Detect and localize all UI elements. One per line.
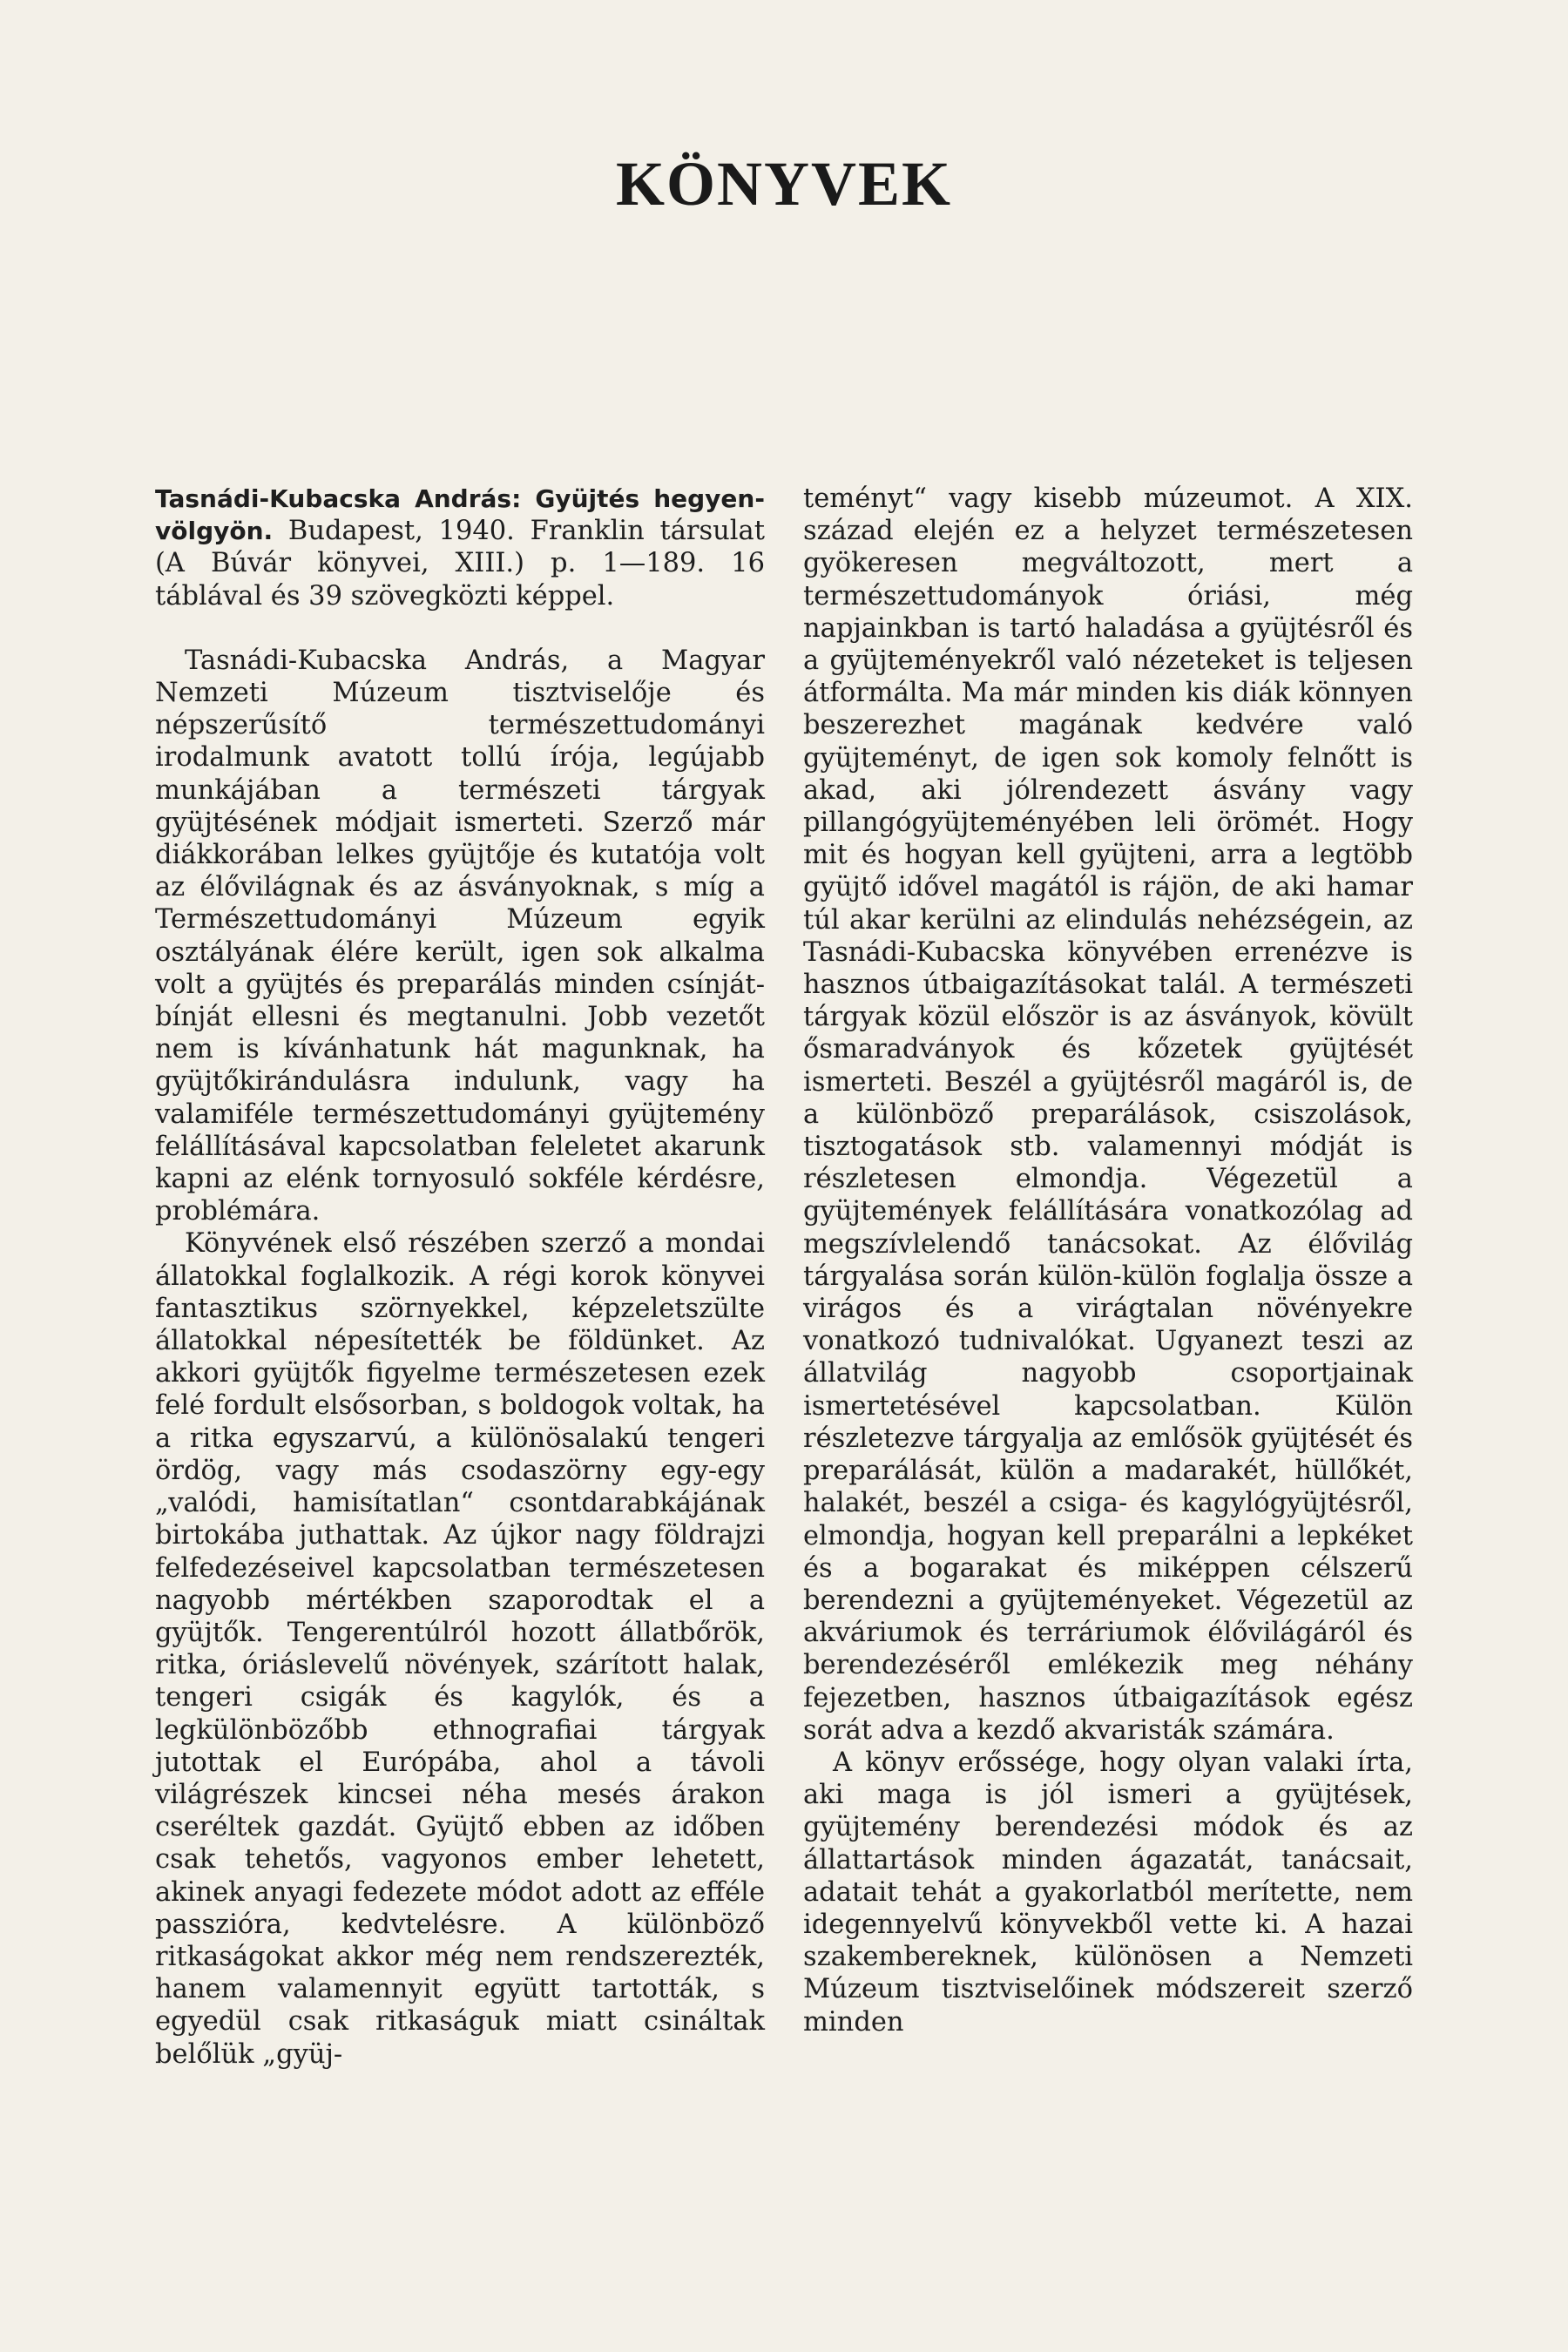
left-paragraph-1: Tasnádi-Kubacska András, a Magyar Nemzeti Múzeum tisztviselője és népszerűsítő természettudományi irodalmunk avatott tollú írója, legújabb munkájában a természeti tárgyak gyüjtésének módjait ismerteti. Szerző már diákkorában lelkes gyüjtője és kutatója volt az élővilágnak és az ásványoknak, s míg a Természettudományi Múzeum egyik osztályának élére került, igen sok alkalma volt a gyüjtés és preparálás minden csínját-bínját ellesni és megtanulni. Jobb vezetőt nem is kívánhatunk hát magunknak, ha gyüjtőkirándulásra indulunk, vagy ha valamiféle természettudományi gyüjtemény felállításával kapcsolatban feleletet akarunk kapni az elénk tornyosuló sokféle kérdésre, problémára. [155, 645, 765, 1227]
right-paragraph-2: A könyv erőssége, hogy olyan valaki írta, aki maga is jól ismeri a gyüjtések, gyüjtemény berendezési módok és az állattartások minden ágazatát, tanácsait, adatait tehát a gyakorlatból merítette, nem idegennyelvű könyvekből vette ki. A hazai szakembereknek, különösen a Nemzeti Múzeum tisztviselőinek módszereit szerző minden [803, 1747, 1413, 2038]
book-citation [155, 483, 765, 612]
review-book-title: Gyüjtés hegyen-völgyön. [155, 484, 765, 546]
left-paragraph-2: Könyvének első részében szerző a mondai állatokkal foglalkozik. A régi korok könyvei fantasztikus szörnyekkel, képzeletszülte állatokkal népesítették be földünket. Az akkori gyüjtők figyelme természetesen ezek felé fordult elsősorban, s boldogok voltak, ha a ritka egyszarvú, a különösalakú tengeri ördög, vagy más csodaszörny egy-egy „valódi, hamisítatlan“ csontdarabkájának birtokába juthattak. Az újkor nagy földrajzi felfedezéseivel kapcsolatban természetesen nagyobb mértékben szaporodtak el a gyüjtők. Tengerentúlról hozott állatbőrök, ritka, óriáslevelű növények, szárított halak, tengeri csigák és kagylók, és a legkülönbözőbb ethnografiai tárgyak jutottak el Európába, ahol a távoli világrészek kincsei néha mesés árakon cseréltek gazdát. Gyüjtő ebben az időben csak tehetős, vagyonos ember lehetett, akinek anyagi fedezete módot adott az efféle passzióra, kedvtelésre. A különböző ritkaságokat akkor még nem rendszerezték, hanem valamennyit együtt tartották, s egyedül csak ritkaságuk miatt csináltak belőlük „gyüj- [155, 1228, 765, 2070]
right-paragraph-1: teményt“ vagy kisebb múzeumot. A XIX. század elején ez a helyzet természetesen gyökeresen megváltozott, mert a természettudományok óriási, még napjainkban is tartó haladása a gyüjtésről és a gyüjteményekről való nézeteket is teljesen átformálta. Ma már minden kis diák könnyen beszerezhet magának kedvére való gyüjteményt, de igen sok komoly felnőtt is akad, aki jólrendezett ásvány vagy pillangógyüjteményében leli örömét. Hogy mit és hogyan kell gyüjteni, arra a legtöbb gyüjtő idővel magától is rájön, de aki hamar túl akar kerülni az elindulás nehézségein, az Tasnádi-Kubacska könyvében errenézve is hasznos útbaigazításokat talál. A természeti tárgyak közül először is az ásványok, kövült ősmaradványok és kőzetek gyüjtését ismerteti. Beszél a gyüjtésről magáról is, de a különböző preparálások, csiszolások, tisztogatások stb. valamennyi módját is részletesen elmondja. Végezetül a gyüjtemények felállítására vonatkozólag ad megszívlelendő tanácsokat. Az élővilág tárgyalása során külön-külön foglalja össze a virágos és a virágtalan növényekre vonatkozó tudnivalókat. Ugyanezt teszi az állatvilág nagyobb csoportjainak ismertetésével kapcsolatban. Külön részletezve tárgyalja az emlősök gyüjtését és preparálását, külön a madarakét, hüllőkét, halakét, beszél a csiga- és kagylógyüjtésről, elmondja, hogyan kell preparálni a lepkéket és a bogarakat és miképpen célszerű berendezni a gyüjteményeket. Végezetül az akváriumok és terráriumok élővilágáról és berendezéséről emlékezik meg néhány fejezetben, hasznos útbaigazítások egész sorát adva a kezdő akvaristák számára. [803, 483, 1413, 1746]
review-publication: Budapest, 1940. Franklin társulat (A Búvár könyvei, XIII.) p. 1—189. 16 táblával és 39 szövegközti képpel. [155, 516, 765, 612]
review-author: Tasnádi-Kubacska András: [155, 484, 522, 513]
right-column [803, 483, 1413, 2038]
page-title: KÖNYVEK [615, 149, 953, 219]
left-column [155, 483, 765, 2071]
